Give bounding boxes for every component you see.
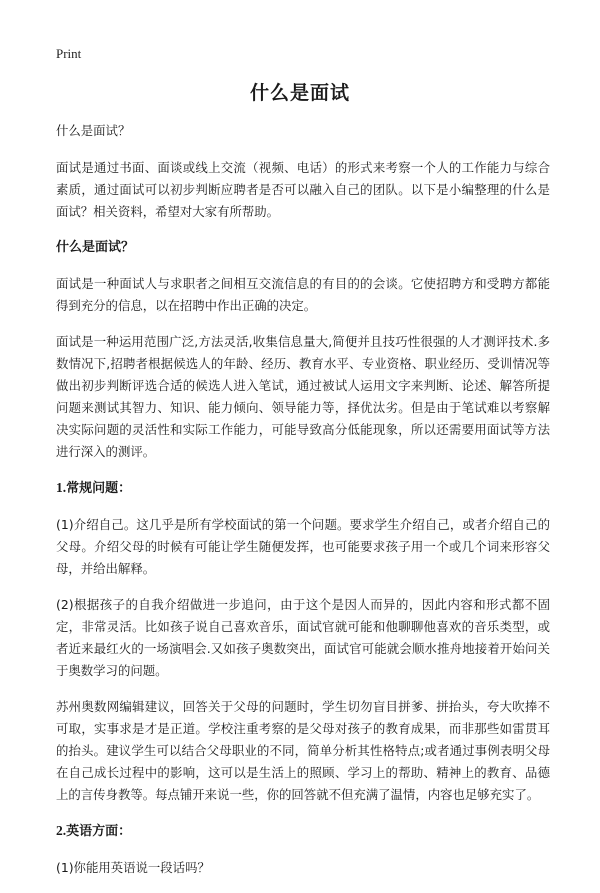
print-link[interactable]: Print: [56, 46, 82, 61]
question-1-paragraph: (1)介绍自己。这几乎是所有学校面试的第一个问题。要求学生介绍自己，或者介绍自己的父母。介绍父母的时候有可能让学生随便发挥，也可能要求孩子用一个或几个词来形容父母，并给出解释。: [56, 517, 550, 576]
section-number: 1.: [56, 480, 67, 495]
document-body: [56, 120, 550, 893]
intro-paragraph: 面试是通过书面、面谈或线上交流（视频、电话）的形式来考察一个人的工作能力与综合素质，通过面试可以初步判断应聘者是否可以融入自己的团队。以下是小编整理的什么是面试？相关资料，希望对大家有所帮助。: [56, 160, 550, 219]
definition-paragraph: 面试是一种面试人与求职者之间相互交流信息的有目的的会谈。它使招聘方和受聘方都能得到充分的信息，以在招聘中作出正确的决定。: [56, 276, 550, 313]
question-2-paragraph: (2)根据孩子的自我介绍做进一步追问，由于这个是因人而异的，因此内容和形式都不固定，非常灵活。比如孩子说自己喜欢音乐，面试官就可能和他聊聊他喜欢的音乐类型，或者近来最红火的一场演唱会.又如孩子奥数突出，面试官可能就会顺水推舟地接着开始问关于奥数学习的问题。: [56, 597, 550, 678]
advice-paragraph: 苏州奥数网编辑建议，回答关于父母的问题时，学生切勿盲目拼爹、拼抬头，夸大吹捧不可取，实事求是才是正道。学校注重考察的是父母对孩子的教育成果，而非那些如雷贯耳的抬头。建议学生可以结合父母职业的不同，简单分析其性格特点;或者通过事例表明父母在自己成长过程中的影响，这可以是生活上的照顾、学习上的帮助、精神上的教育、品德上的言传身教等。每点铺开来说一些，你的回答就不但充满了温情，内容也足够充实了。: [56, 699, 550, 802]
document-title: 什么是面试: [249, 82, 350, 104]
english-question-1: (1)你能用英语说一段话吗？: [56, 860, 210, 875]
section-heading-english: [56, 820, 550, 843]
section-number: 2.: [56, 823, 67, 838]
section-heading-common-questions: [56, 477, 550, 500]
subtitle: 什么是面试？: [56, 123, 131, 138]
section-heading-text: 常规问题：: [66, 481, 132, 496]
section-heading-text: 英语方面：: [66, 824, 132, 839]
section-heading-what-is-interview: 什么是面试？: [56, 240, 135, 255]
method-paragraph: 面试是一种运用范围广泛,方法灵活,收集信息量大,简便并且技巧性很强的人才测评技术.多数情况下,招聘者根据候选人的年龄、经历、教育水平、专业资格、职业经历、受训情况等做出初步判断评选合适的候选人进入笔试，通过被试人运用文字来判断、论述、解答所提问题来测试其智力、知识、能力倾向、领导能力等，择优汰劣。但是由于笔试难以考察解决实际问题的灵活性和实际工作能力，可能导致高分低能现象，所以还需要用面试等方法进行深入的测评。: [56, 334, 550, 459]
